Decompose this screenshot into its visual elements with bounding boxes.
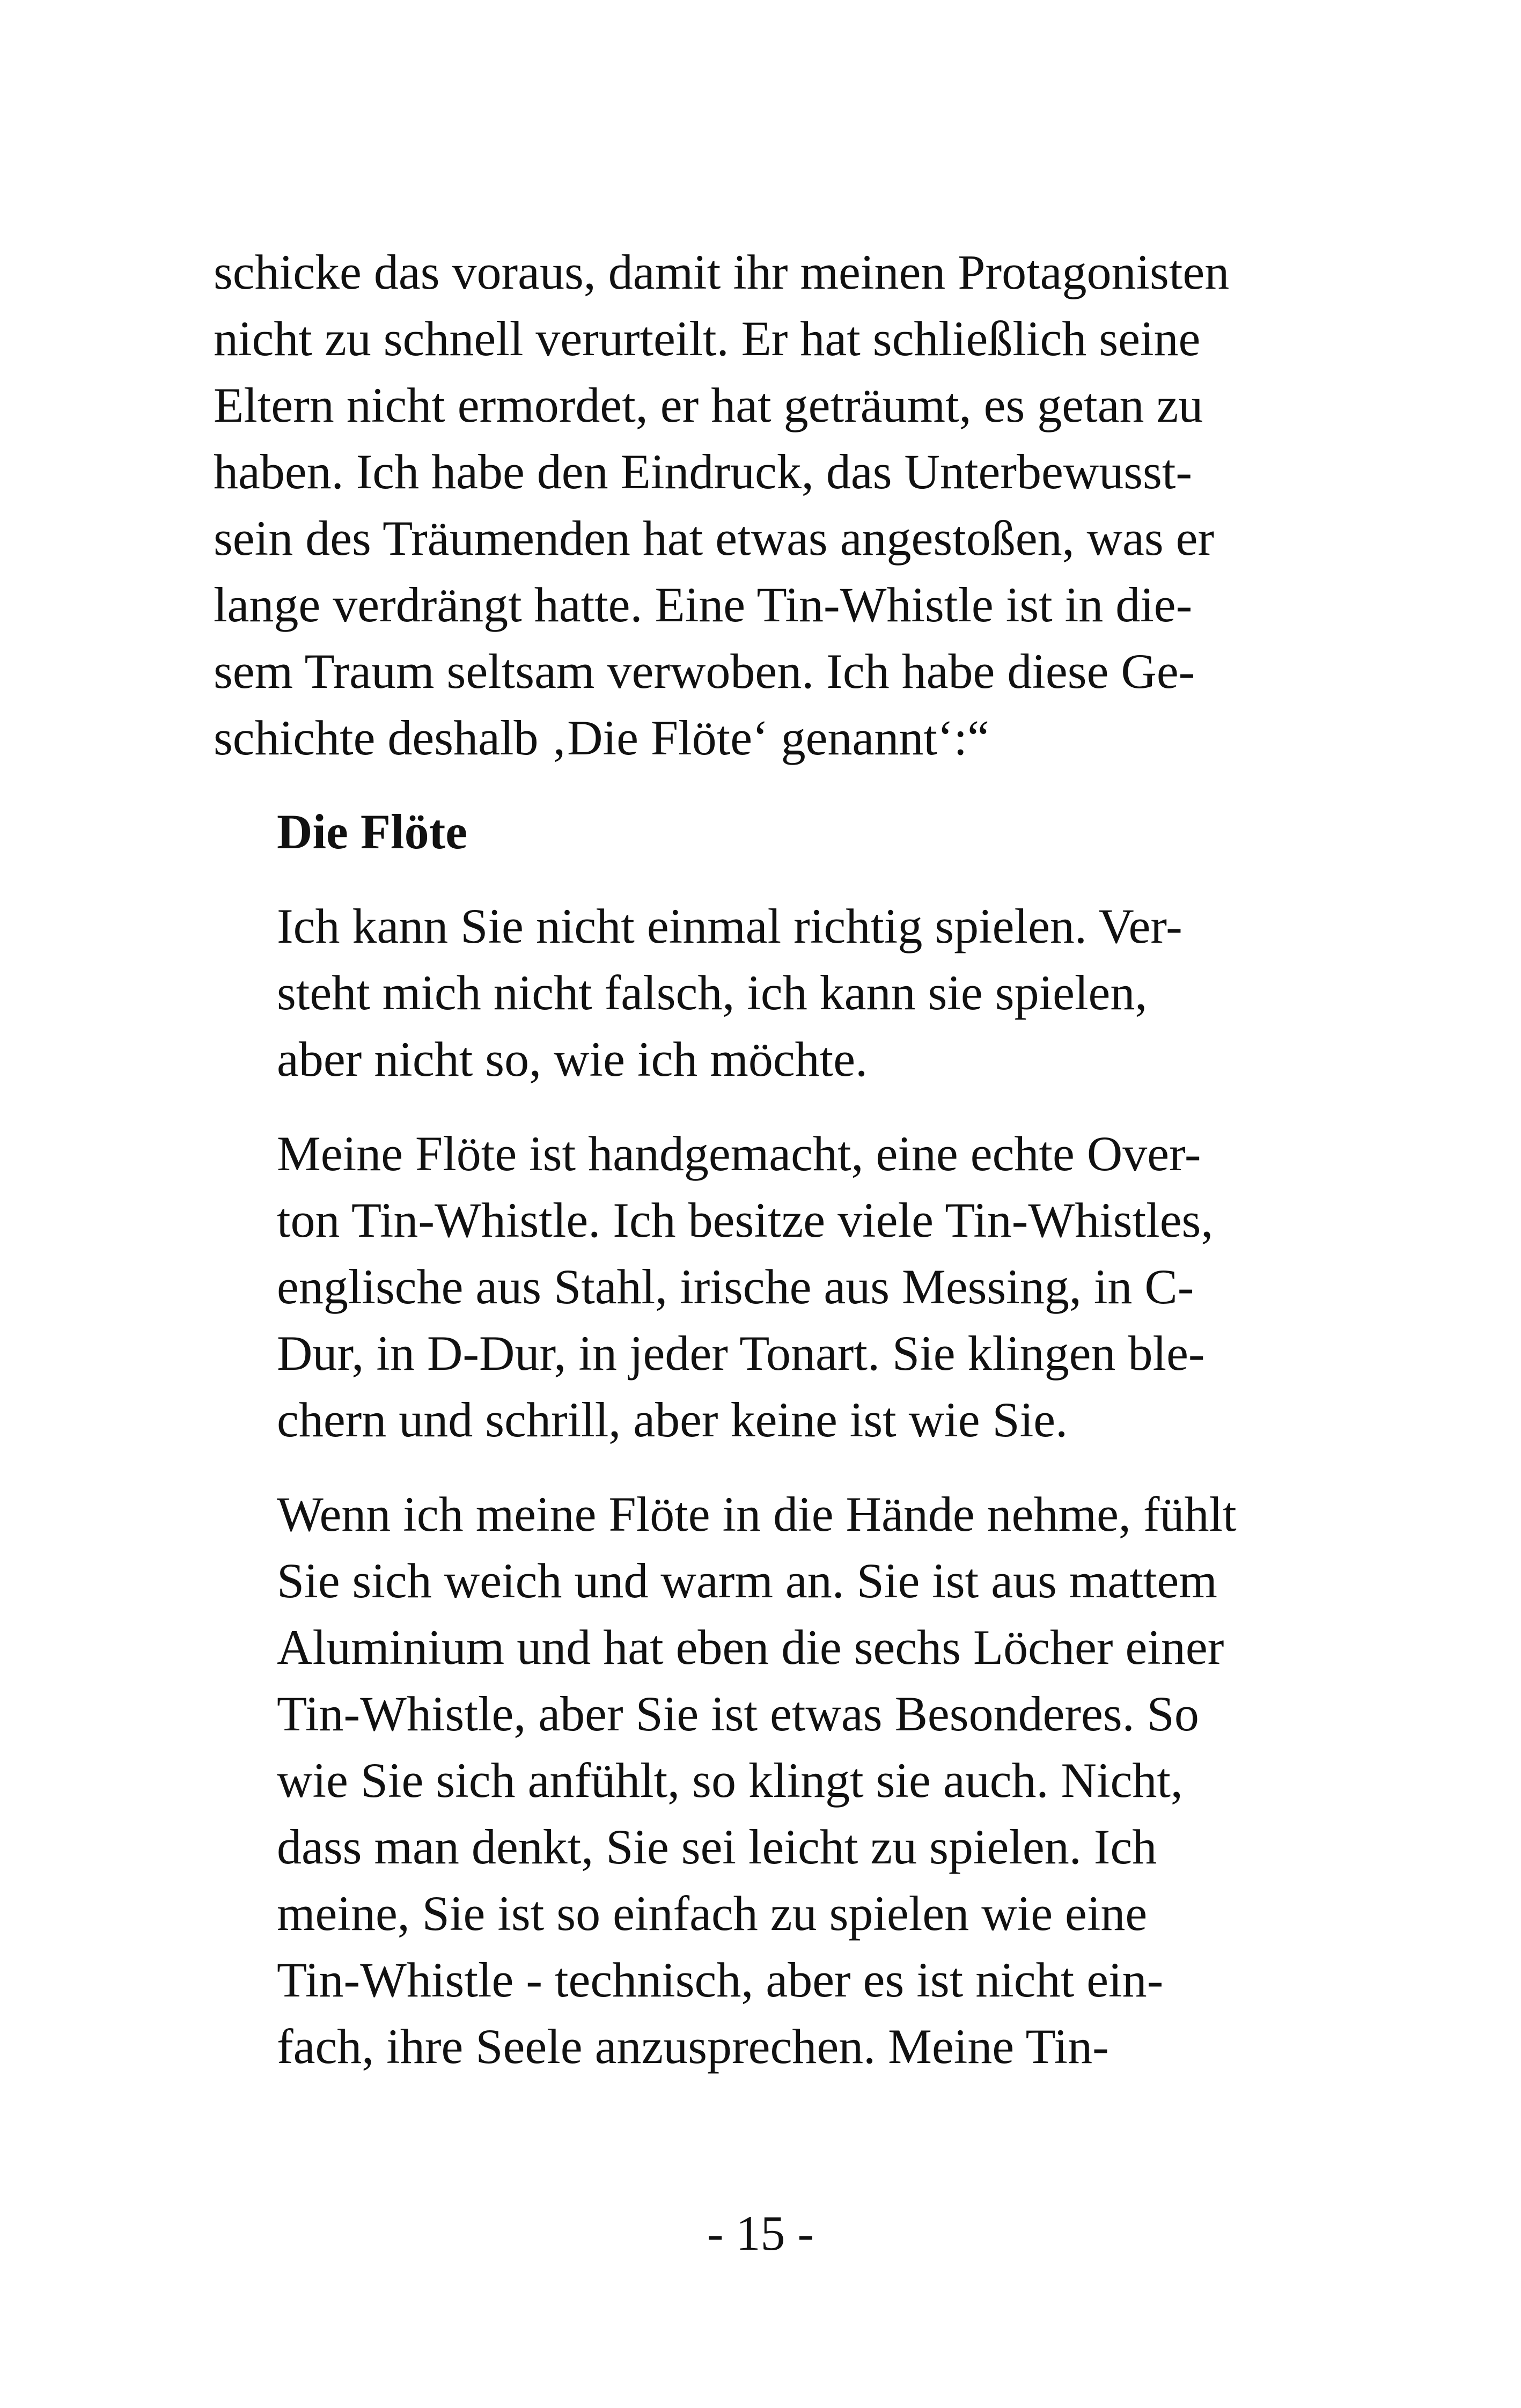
story-line: Tin-Whistle, aber Sie ist etwas Besonderes. So [277,1686,1199,1741]
intro-paragraph [214,239,1329,771]
story-paragraph-2 [277,1120,1350,1453]
intro-line: haben. Ich habe den Eindruck, das Unterbewusst- [214,444,1193,499]
story-line: steht mich nicht falsch, ich kann sie spielen, [277,965,1148,1020]
story-line: Meine Flöte ist handgemacht, eine echte Over- [277,1126,1201,1181]
story-line: Tin-Whistle - technisch, aber es ist nicht ein- [277,1952,1164,2007]
intro-line: Eltern nicht ermordet, er hat geträumt, es getan zu [214,378,1203,432]
story-paragraph-3 [277,1481,1350,2080]
intro-line: sem Traum seltsam verwoben. Ich habe diese Ge- [214,644,1195,699]
story-paragraph-1 [277,893,1350,1092]
story-line: englische aus Stahl, irische aus Messing, in C- [277,1259,1194,1314]
intro-line: lange verdrängt hatte. Eine Tin-Whistle ist in die- [214,577,1193,632]
page-number: - 15 - [707,2206,814,2260]
story-line: Sie sich weich und warm an. Sie ist aus mattem [277,1553,1217,1608]
story-line: dass man denkt, Sie sei leicht zu spielen. Ich [277,1819,1157,1874]
story-line: aber nicht so, wie ich möchte. [277,1032,868,1086]
story-line: Dur, in D-Dur, in jeder Tonart. Sie klingen ble- [277,1326,1205,1381]
story-line: Wenn ich meine Flöte in die Hände nehme, fühlt [277,1487,1237,1541]
story-line: ton Tin-Whistle. Ich besitze viele Tin-Whistles, [277,1193,1214,1247]
intro-line: nicht zu schnell verurteilt. Er hat schließlich seine [214,311,1201,366]
story-line: fach, ihre Seele anzusprechen. Meine Tin- [277,2019,1109,2074]
intro-line: sein des Träumenden hat etwas angestoßen, was er [214,511,1215,566]
intro-line: schicke das voraus, damit ihr meinen Protagonisten [214,245,1230,299]
story-line: Ich kann Sie nicht einmal richtig spielen. Ver- [277,899,1182,953]
story-section [277,798,1350,2080]
story-line: chern und schrill, aber keine ist wie Sie. [277,1392,1068,1447]
story-title: Die Flöte [277,804,468,859]
story-line: Aluminium und hat eben die sechs Löcher einer [277,1620,1224,1675]
intro-line: schichte deshalb ‚Die Flöte‘ genannt‘:“ [214,710,989,765]
story-line: wie Sie sich anfühlt, so klingt sie auch. Nicht, [277,1753,1183,1808]
story-line: meine, Sie ist so einfach zu spielen wie eine [277,1886,1148,1941]
